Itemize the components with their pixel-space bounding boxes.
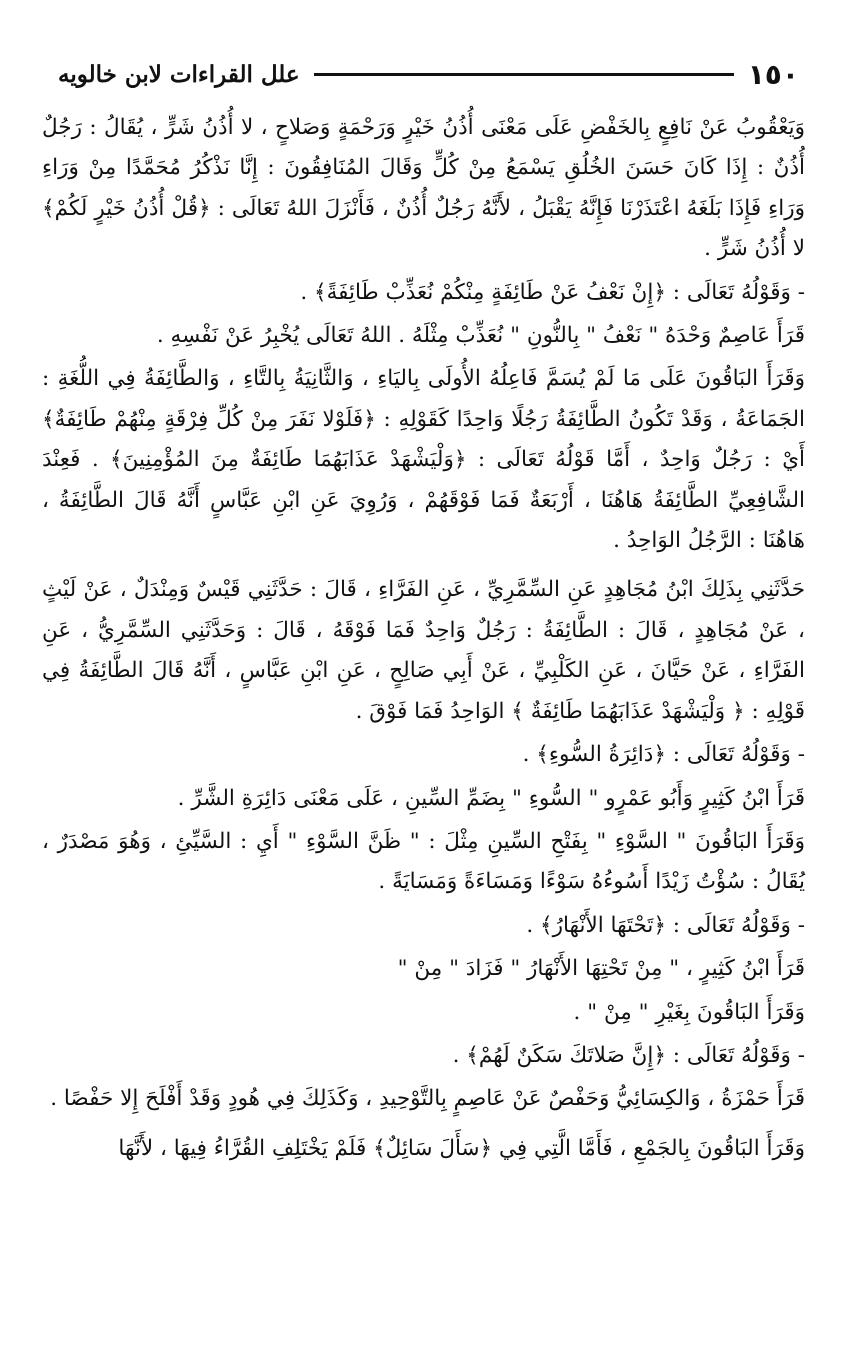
paragraph: قَرَأَ ابْنُ كَثِيرٍ وَأَبُو عَمْرٍو " السُّوءِ " بِضَمِّ السِّينِ ، عَلَى مَعْنَى دَائِرَةِ الشَّرِّ . xyxy=(177,785,805,811)
paragraph: حَدَّثَنِي بِذَلِكَ ابْنُ مُجَاهِدٍ عَنِ السِّمَّرِيِّ ، عَنِ الفَرَّاءِ ، قَالَ : حَدَّثَنِي قَيْسٌ وَمِنْدَلٌ ، عَنْ لَيْثٍ ، عَنْ مُجَاهِدٍ ، قَالَ : الطَّائِفَةُ : رَجُلٌ وَاحِدٌ فَمَا فَوْقَهُ ، قَالَ : وَحَدَّثَنِي السِّمَّرِيُّ ، عَنِ الفَرَّاءِ ، عَنْ حَيَّانَ ، عَنِ الكَلْبِيِّ ، عَنْ أَبِي صَالِحٍ ، عَنِ ابْنِ عَبَّاسٍ ، أَنَّهُ قَالَ الطَّائِفَةُ فِي قَوْلِهِ : ﴿ وَلْيَشْهَدْ عَذَابَهُمَا طَائِفَةٌ ﴾ الوَاحِدُ فَمَا فَوْقَ . xyxy=(42,577,805,724)
page-header xyxy=(58,52,799,96)
paragraph: قَرَأَ حَمْزَةُ ، وَالكِسَائِيُّ وَحَفْصٌ عَنْ عَاصِمٍ بِالتَّوْحِيدِ ، وَكَذَلِكَ فِي هُودٍ وَقَدْ أَفْلَحَ إِلا حَفْصًا . xyxy=(50,1086,805,1112)
verse-heading: - وَقَوْلُهُ تَعَالَى : ﴿إِنْ نَعْفُ عَنْ طَائِفَةٍ مِنْكُمْ نُعَذِّبْ طَائِفَةً﴾ . xyxy=(300,279,805,305)
paragraph: وَيَعْقُوبُ عَنْ نَافِعٍ بِالخَفْضِ عَلَى مَعْنَى أُذُنُ خَيْرٍ وَرَحْمَةٍ وَصَلاحٍ ، لا أُذُنُ شَرٍّ ، يُقَالُ : رَجُلٌ أُذُنٌ : إِذَا كَانَ حَسَنَ الخُلُقِ يَسْمَعُ مِنْ كُلٍّ وَقَالَ المُنَافِقُونَ : إِنَّا نَذْكُرُ مُحَمَّدًا مِنْ وَرَاءِ وَرَاءِ فَإِذَا بَلَغَهُ اعْتَذَرْنَا فَإِنَّهُ يَقْبَلُ ، لأَنَّهُ رَجُلٌ أُذُنٌ ، فَأَنْزَلَ اللهُ تَعَالَى : ﴿قُلْ أُذُنُ خَيْرٍ لَكُمْ﴾ لا أُذُنُ شَرٍّ . xyxy=(42,115,805,262)
page-number: ١٥٠ xyxy=(747,57,799,91)
paragraph: قَرَأَ عَاصِمٌ وَحْدَهُ " نَعْفُ " بِالنُّونِ " نُعَذِّبْ مِثْلَهُ . اللهُ تَعَالَى يُخْبِرُ عَنْ نَفْسِهِ . xyxy=(156,323,805,349)
paragraph: وَقَرَأَ البَاقُونَ عَلَى مَا لَمْ يُسَمَّ فَاعِلُهُ الأُولَى بِاليَاءِ ، وَالثَّانِيَةُ بِالتَّاءِ ، وَالطَّائِفَةُ فِي اللُّغَةِ : الجَمَاعَةُ ، وَقَدْ تَكُونُ الطَّائِفَةُ رَجُلًا وَاحِدًا كَقَوْلِهِ : ﴿فَلَوْلا نَفَرَ مِنْ كُلِّ فِرْقَةٍ مِنْهُمْ طَائِفَةٌ﴾ أَيْ : رَجُلٌ وَاحِدٌ ، أَمَّا قَوْلُهُ تَعَالَى : ﴿وَلْيَشْهَدْ عَذَابَهُمَا طَائِفَةٌ مِنَ المُؤْمِنِينَ﴾ . فَعِنْدَ الشَّافِعِيِّ الطَّائِفَةُ هَاهُنَا ، أَرْبَعَةٌ فَمَا فَوْقَهُمْ ، وَرُوِيَ عَنِ ابْنِ عَبَّاسٍ أَنَّهُ قَالَ الطَّائِفَةُ ، هَاهُنَا : الرَّجُلُ الوَاحِدُ . xyxy=(42,366,805,554)
paragraph: قَرَأَ ابْنُ كَثِيرٍ ، " مِنْ تَحْتِهَا الأَنْهَارُ " فَزَادَ " مِنْ " xyxy=(397,956,805,982)
verse-heading: - وَقَوْلُهُ تَعَالَى : ﴿إِنَّ صَلاتَكَ سَكَنٌ لَهُمْ﴾ . xyxy=(452,1042,805,1068)
verse-heading: - وَقَوْلُهُ تَعَالَى : ﴿دَائِرَةُ السُّوءِ﴾ . xyxy=(522,742,805,768)
verse-heading: - وَقَوْلُهُ تَعَالَى : ﴿تَحْتَهَا الأَنْهَارُ﴾ . xyxy=(526,912,805,938)
running-title: علل القراءات لابن خالويه xyxy=(58,60,300,88)
paragraph: وَقَرَأَ البَاقُونَ " السَّوْءِ " بِفَتْحِ السِّينِ مِثْلَ : " ظَنَّ السَّوْءِ " أَيِ : السَّيِّئِ ، وَهُوَ مَصْدَرٌ ، يُقَالُ : سُؤْتُ زَيْدًا أَسُوءُهُ سَوْءًا وَمَسَاءَةً وَمَسَايَةً . xyxy=(42,828,805,895)
paragraph: وَقَرَأَ البَاقُونَ بِغَيْرِ " مِنْ " . xyxy=(573,999,805,1025)
header-rule xyxy=(314,73,734,76)
paragraph: وَقَرَأَ البَاقُونَ بِالجَمْعِ ، فَأَمَّا الَّتِي فِي ﴿سَأَلَ سَائِلٌ﴾ فَلَمْ يَخْتَلِفِ القُرَّاءُ فِيهَا ، لأَنَّهَا xyxy=(118,1135,805,1161)
page-body xyxy=(42,108,805,1169)
